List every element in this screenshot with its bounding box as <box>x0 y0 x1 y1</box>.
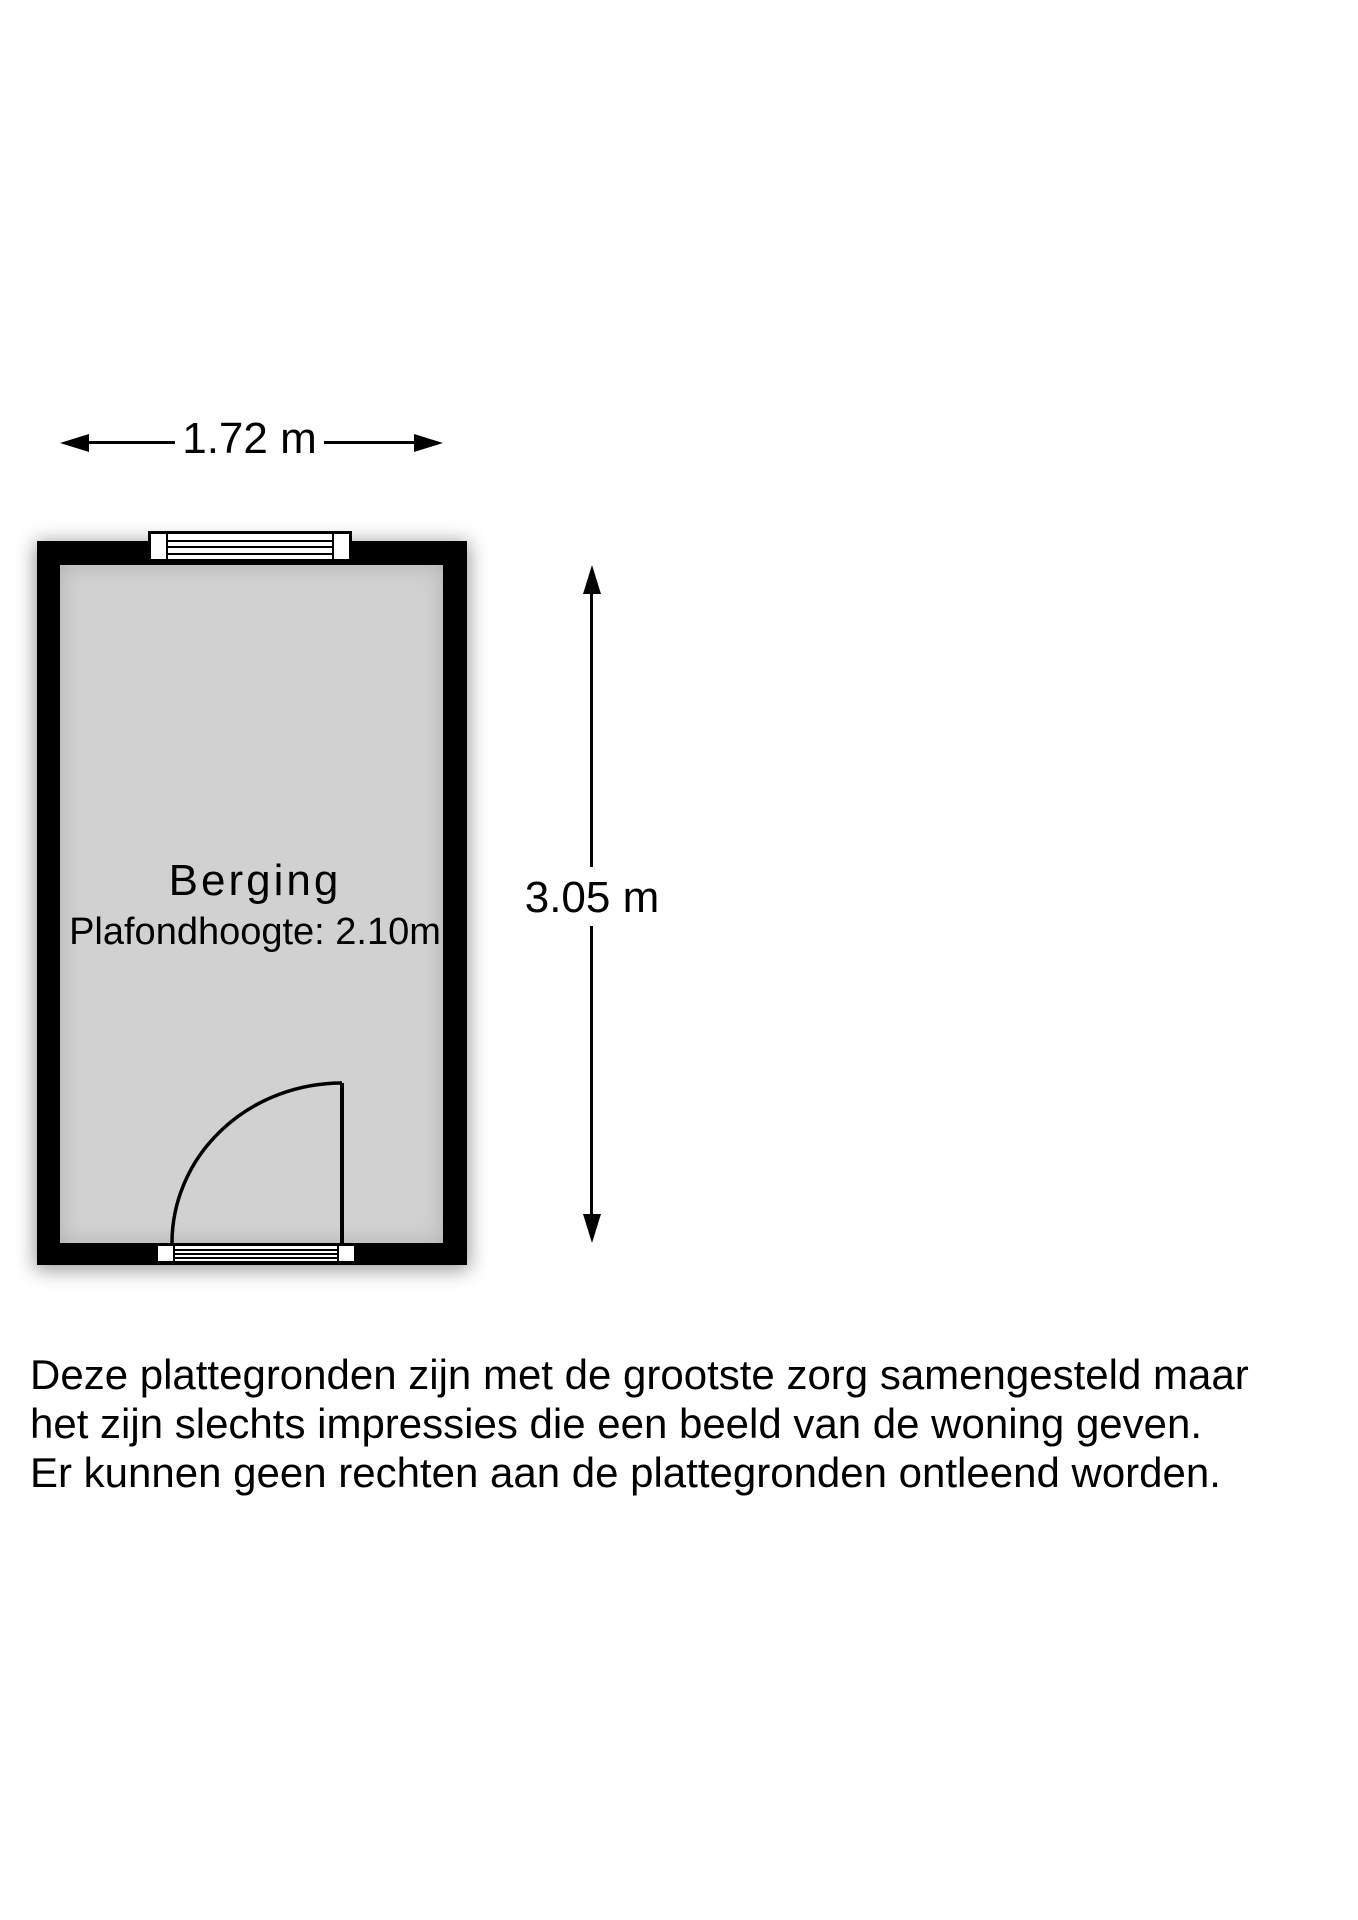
room-name-label: Berging <box>168 856 342 905</box>
arrowhead-left-icon <box>60 434 89 452</box>
width-dimension-line-left <box>87 441 175 444</box>
window-icon <box>148 531 352 562</box>
disclaimer-line-2: het zijn slechts impressies die een beeld van de woning geven. <box>30 1400 1203 1447</box>
height-dimension-label: 3.05 m <box>524 873 660 922</box>
window-post-left <box>151 534 168 559</box>
window-glass <box>168 534 332 559</box>
disclaimer-text <box>30 1350 1249 1497</box>
arrowhead-down-icon <box>583 1214 601 1243</box>
disclaimer-line-3: Er kunnen geen rechten aan de plattegronden ontleend worden. <box>30 1449 1221 1496</box>
door-threshold-icon <box>155 1243 357 1264</box>
disclaimer-line-1: Deze plattegronden zijn met de grootste zorg samengesteld maar <box>30 1351 1249 1398</box>
threshold-post-right <box>337 1246 354 1261</box>
height-dimension-line-bottom <box>590 926 593 1216</box>
threshold-post-left <box>158 1246 175 1261</box>
arrowhead-up-icon <box>583 565 601 594</box>
arrowhead-right-icon <box>414 434 443 452</box>
threshold-strips <box>175 1246 337 1261</box>
height-dimension-line-top <box>590 592 593 867</box>
width-dimension-label: 1.72 m <box>182 414 317 463</box>
width-dimension-line-right <box>324 441 416 444</box>
ceiling-height-label: Plafondhoogte: 2.10m <box>69 911 441 953</box>
window-post-right <box>332 534 349 559</box>
